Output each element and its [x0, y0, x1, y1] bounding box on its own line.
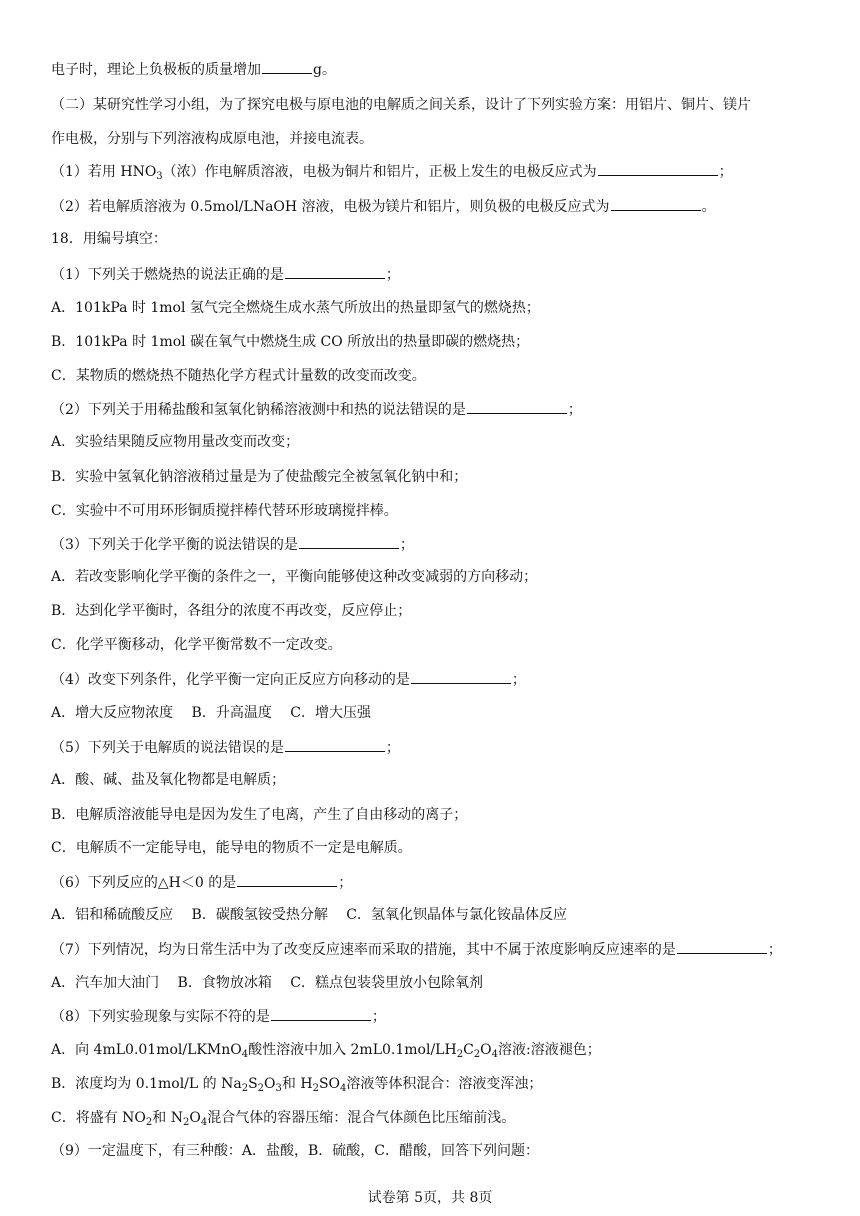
line-q18-2 [51, 399, 582, 419]
line-text: （浓）作电解质溶液，电极为铜片和铝片，正极上发生的电极反应式为 [162, 164, 597, 180]
subscript: 2 [145, 1117, 153, 1128]
option-text: SO [318, 1076, 341, 1092]
line-q18-5 [51, 737, 400, 757]
subscript: 2 [182, 1117, 190, 1128]
option-8c [51, 1108, 515, 1128]
option-1b: B．101kPa 时 1mol 碳在氧气中燃烧生成 CO 所放出的热量即碳的燃烧热； [51, 334, 530, 350]
answer-blank[interactable] [285, 264, 385, 279]
subscript: 4 [491, 1049, 499, 1060]
option-text: C [463, 1042, 474, 1058]
line-text: ； [511, 672, 526, 688]
subscript: 2 [257, 1083, 265, 1094]
line-q18-6 [51, 872, 352, 892]
answer-blank[interactable] [598, 161, 718, 176]
line-q18-3 [51, 534, 414, 554]
answer-blank[interactable] [285, 737, 385, 752]
line-text: g。 [313, 62, 336, 78]
option-5b: B．电解质溶液能导电是因为发生了电离，产生了自由移动的离子； [51, 807, 468, 823]
option-8b [51, 1074, 542, 1094]
option-text: O [189, 1110, 201, 1126]
line-text: （2）若电解质溶液为 0.5mol/LNaOH 溶液，电极为镁片和铝片，则负极的电极反应式为 [51, 199, 610, 215]
answer-blank[interactable] [611, 196, 701, 211]
line-q2-2 [51, 196, 716, 216]
option-7-abc: A．汽车加大油门 B．食物放冰箱 C．糕点包装袋里放小包除氧剂 [51, 975, 484, 991]
line-text: 电子时，理论上负极板的质量增加 [51, 62, 261, 78]
line-q18-8 [51, 1006, 386, 1026]
option-8a [51, 1040, 601, 1060]
option-3c: C．化学平衡移动，化学平衡常数不一定改变。 [51, 637, 342, 653]
question-18-heading: 18．用编号填空： [51, 231, 167, 247]
line-q18-7 [51, 939, 782, 959]
answer-blank[interactable] [237, 872, 337, 887]
option-text: 和 H [281, 1076, 313, 1092]
answer-blank[interactable] [271, 1006, 371, 1021]
option-text: 和 N [152, 1110, 183, 1126]
option-5c: C．电解质不一定能导电，能导电的物质不一定是电解质。 [51, 840, 412, 856]
subscript: 2 [473, 1049, 481, 1060]
subscript: 2 [456, 1049, 464, 1060]
option-text: 酸性溶液中加入 2mL0.1mol/LH [248, 1042, 457, 1058]
answer-blank[interactable] [411, 669, 511, 684]
line-text: （8）下列实验现象与实际不符的是 [51, 1009, 270, 1025]
option-2c: C．实验中不可用环形铜质搅拌棒代替环形玻璃搅拌棒。 [51, 503, 398, 519]
option-text: O [480, 1042, 492, 1058]
option-text: 混合气体的容器压缩：混合气体颜色比压缩前浅。 [207, 1110, 516, 1126]
line-text: ； [385, 267, 400, 283]
option-1c: C．某物质的燃烧热不随热化学方程式计量数的改变而改变。 [51, 368, 426, 384]
option-text: A．向 4mL0.01mol/LKMnO [51, 1042, 242, 1058]
line-q18-9: （9）一定温度下，有三种酸：A．盐酸，B．硫酸，C．醋酸，回答下列问题： [51, 1143, 540, 1159]
option-text: C．将盛有 NO [51, 1110, 146, 1126]
line-section-2-cont: 作电极，分别与下列溶液构成原电池，并接电流表。 [51, 131, 373, 147]
option-text: 溶液等体积混合：溶液变浑浊； [346, 1076, 543, 1092]
subscript: 2 [312, 1083, 319, 1094]
line-text: ； [718, 164, 733, 180]
subscript: 3 [156, 171, 163, 182]
page-footer: 试卷第 5页，共 8页 [367, 1190, 493, 1206]
line-q17-mass [51, 59, 336, 79]
subscript: 4 [241, 1049, 249, 1060]
line-text: ； [371, 1009, 386, 1025]
line-text: （5）下列关于电解质的说法错误的是 [51, 740, 284, 756]
option-text: B．浓度均为 0.1mol/L 的 Na [51, 1076, 242, 1092]
line-text: ； [399, 537, 414, 553]
line-text: （1）下列关于燃烧热的说法正确的是 [51, 267, 284, 283]
option-text: S [248, 1076, 258, 1092]
line-text: ； [385, 740, 400, 756]
option-3a: A．若改变影响化学平衡的条件之一，平衡向能够使这种改变减弱的方向移动； [51, 569, 538, 585]
line-text: ； [338, 875, 353, 891]
option-2a: A．实验结果随反应物用量改变而改变； [51, 434, 300, 450]
answer-blank[interactable] [677, 939, 767, 954]
line-text: （6）下列反应的△H＜0 的是 [51, 875, 237, 891]
option-3b: B．达到化学平衡时，各组分的浓度不再改变，反应停止； [51, 603, 412, 619]
line-text: 。 [701, 199, 716, 215]
line-text: （4）改变下列条件，化学平衡一定向正反应方向移动的是 [51, 672, 410, 688]
line-q18-4 [51, 669, 526, 689]
line-text: ； [767, 942, 782, 958]
option-text: 溶液:溶液褪色； [498, 1042, 601, 1058]
subscript: 4 [340, 1083, 347, 1094]
option-5a: A．酸、碱、盐及氧化物都是电解质； [51, 772, 286, 788]
answer-blank[interactable] [262, 59, 312, 74]
line-q18-1 [51, 264, 400, 284]
option-2b: B．实验中氢氧化钠溶液稍过量是为了使盐酸完全被氢氧化钠中和； [51, 469, 468, 485]
line-text: ； [567, 402, 582, 418]
option-text: O [264, 1076, 276, 1092]
answer-blank[interactable] [467, 399, 567, 414]
line-text: （3）下列关于化学平衡的说法错误的是 [51, 537, 298, 553]
subscript: 3 [275, 1083, 282, 1094]
line-section-2: （二）某研究性学习小组，为了探究电极与原电池的电解质之间关系，设计了下列实验方案：用铝片、铜片、镁片 [51, 97, 751, 113]
option-6-abc: A．铝和稀硫酸反应 B．碳酸氢铵受热分解 C．氢氧化钡晶体与氯化铵晶体反应 [51, 907, 568, 923]
subscript: 4 [200, 1117, 208, 1128]
line-q2-1 [51, 161, 733, 181]
option-4-abc: A．增大反应物浓度 B．升高温度 C．增大压强 [51, 705, 372, 721]
subscript: 2 [241, 1083, 249, 1094]
answer-blank[interactable] [299, 534, 399, 549]
line-text: （7）下列情况，均为日常生活中为了改变反应速率而采取的措施，其中不属于浓度影响反应速率的是 [51, 942, 676, 958]
option-1a: A．101kPa 时 1mol 氢气完全燃烧生成水蒸气所放出的热量即氢气的燃烧热； [51, 300, 540, 316]
line-text: （1）若用 HNO [51, 164, 157, 180]
line-text: （2）下列关于用稀盐酸和氢氧化钠稀溶液测中和热的说法错误的是 [51, 402, 466, 418]
